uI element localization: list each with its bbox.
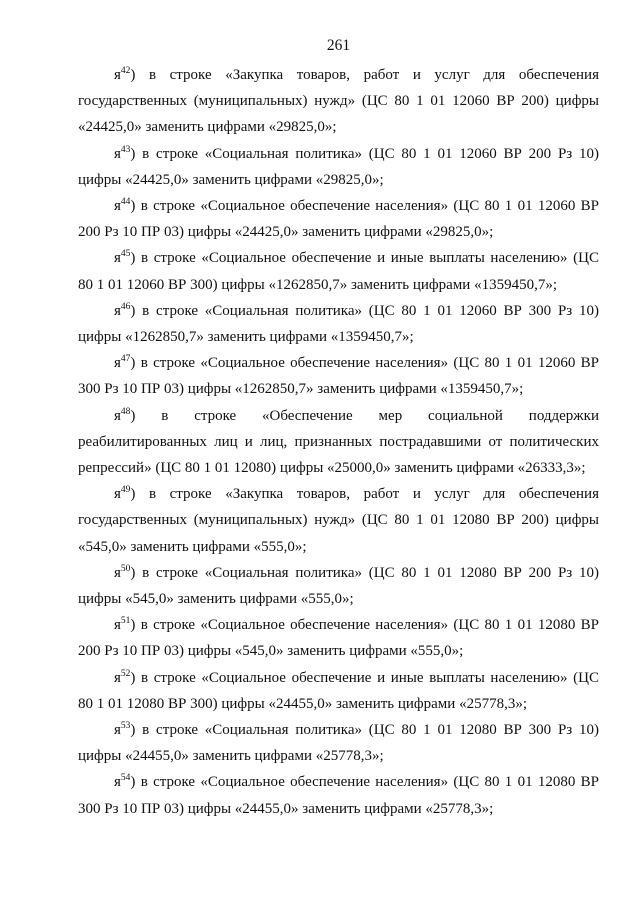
paragraph-text: ) в строке «Закупка товаров, работ и услуг для обеспечения государственных (муниципальных) нужд» (ЦС 80 1 01 12080 ВР 200) цифры «545,0» заменить цифрами «555,0»; (78, 486, 599, 555)
amendment-paragraph (78, 665, 599, 717)
paragraph-text: ) в строке «Социальное обеспечение и иные выплаты населению» (ЦС 80 1 01 12080 ВР 300) цифры «24455,0» заменить цифрами «25778,3»; (78, 669, 599, 712)
document-page (78, 36, 599, 822)
amendment-paragraph (78, 193, 599, 245)
amendment-paragraph (78, 717, 599, 769)
paragraph-text: ) в строке «Социальное обеспечение населения» (ЦС 80 1 01 12060 ВР 200 Рз 10 ПР 03) цифры «24425,0» заменить цифрами «29825,0»; (78, 198, 599, 241)
item-number: 45 (120, 249, 131, 260)
item-number: 49 (120, 485, 131, 496)
paragraph-text: ) в строке «Социальная политика» (ЦС 80 1 01 12060 ВР 200 Рз 10) цифры «24425,0» заменить цифрами «29825,0»; (78, 145, 599, 188)
amendment-paragraph (78, 403, 599, 482)
item-number: 47 (120, 354, 131, 365)
item-marker: я (114, 669, 121, 686)
item-marker: я (114, 617, 121, 634)
item-number: 44 (120, 197, 131, 208)
paragraph-text: ) в строке «Социальное обеспечение и иные выплаты населению» (ЦС 80 1 01 12060 ВР 300) цифры «1262850,7» заменить цифрами «1359450,7»; (78, 250, 599, 293)
item-marker: я (114, 407, 121, 424)
item-marker: я (114, 250, 121, 267)
paragraph-text: ) в строке «Закупка товаров, работ и услуг для обеспечения государственных (муниципальных) нужд» (ЦС 80 1 01 12060 ВР 200) цифры «24425,0» заменить цифрами «29825,0»; (78, 67, 599, 136)
item-number: 51 (120, 616, 131, 627)
amendment-paragraph (78, 350, 599, 402)
paragraph-text: ) в строке «Социальное обеспечение населения» (ЦС 80 1 01 12080 ВР 300 Рз 10 ПР 03) цифры «24455,0» заменить цифрами «25778,3»; (78, 774, 599, 817)
amendment-paragraph (78, 769, 599, 821)
item-marker: я (114, 67, 121, 83)
paragraph-text: ) в строке «Социальная политика» (ЦС 80 1 01 12080 ВР 200 Рз 10) цифры «545,0» заменить цифрами «555,0»; (78, 564, 599, 608)
item-number: 54 (120, 773, 131, 784)
amendment-paragraph (78, 245, 599, 297)
item-number: 53 (120, 721, 131, 732)
amendment-paragraph (78, 141, 599, 193)
item-marker: я (114, 564, 121, 581)
item-marker: я (114, 355, 121, 372)
item-number: 48 (120, 406, 131, 417)
item-marker: я (114, 198, 121, 215)
paragraph-text: ) в строке «Обеспечение мер социальной поддержки реабилитированных лиц и лиц, признанных пострадавшими от политических репрессий» (ЦС 80 1 01 12080) цифры «25000,0» заменить цифрами «26333,3»; (78, 407, 599, 477)
paragraph-text: ) в строке «Социальная политика» (ЦС 80 1 01 12060 ВР 300 Рз 10) цифры «1262850,7» заменить цифрами «1359450,7»; (78, 302, 599, 346)
paragraph-text: ) в строке «Социальное обеспечение населения» (ЦС 80 1 01 12080 ВР 200 Рз 10 ПР 03) цифры «545,0» заменить цифрами «555,0»; (78, 617, 599, 660)
item-number: 43 (120, 144, 131, 155)
item-marker: я (114, 302, 121, 319)
paragraph-text: ) в строке «Социальное обеспечение населения» (ЦС 80 1 01 12060 ВР 300 Рз 10 ПР 03) цифры «1262850,7» заменить цифрами «1359450,7»; (78, 355, 599, 398)
item-number: 52 (120, 668, 131, 679)
item-number: 42 (120, 66, 131, 76)
amendment-paragraph (78, 481, 599, 560)
item-marker: я (114, 145, 121, 162)
amendment-paragraph (78, 560, 599, 612)
item-marker: я (114, 722, 121, 739)
item-marker: я (114, 486, 121, 503)
paragraph-text: ) в строке «Социальная политика» (ЦС 80 1 01 12080 ВР 300 Рз 10) цифры «24455,0» заменить цифрами «25778,3»; (78, 722, 599, 765)
item-number: 50 (120, 563, 131, 574)
amendment-paragraph (78, 62, 599, 141)
item-number: 46 (120, 301, 131, 312)
page-number: 261 (326, 37, 351, 54)
item-marker: я (114, 774, 121, 791)
amendment-paragraph (78, 298, 599, 350)
amendment-paragraph (78, 612, 599, 664)
